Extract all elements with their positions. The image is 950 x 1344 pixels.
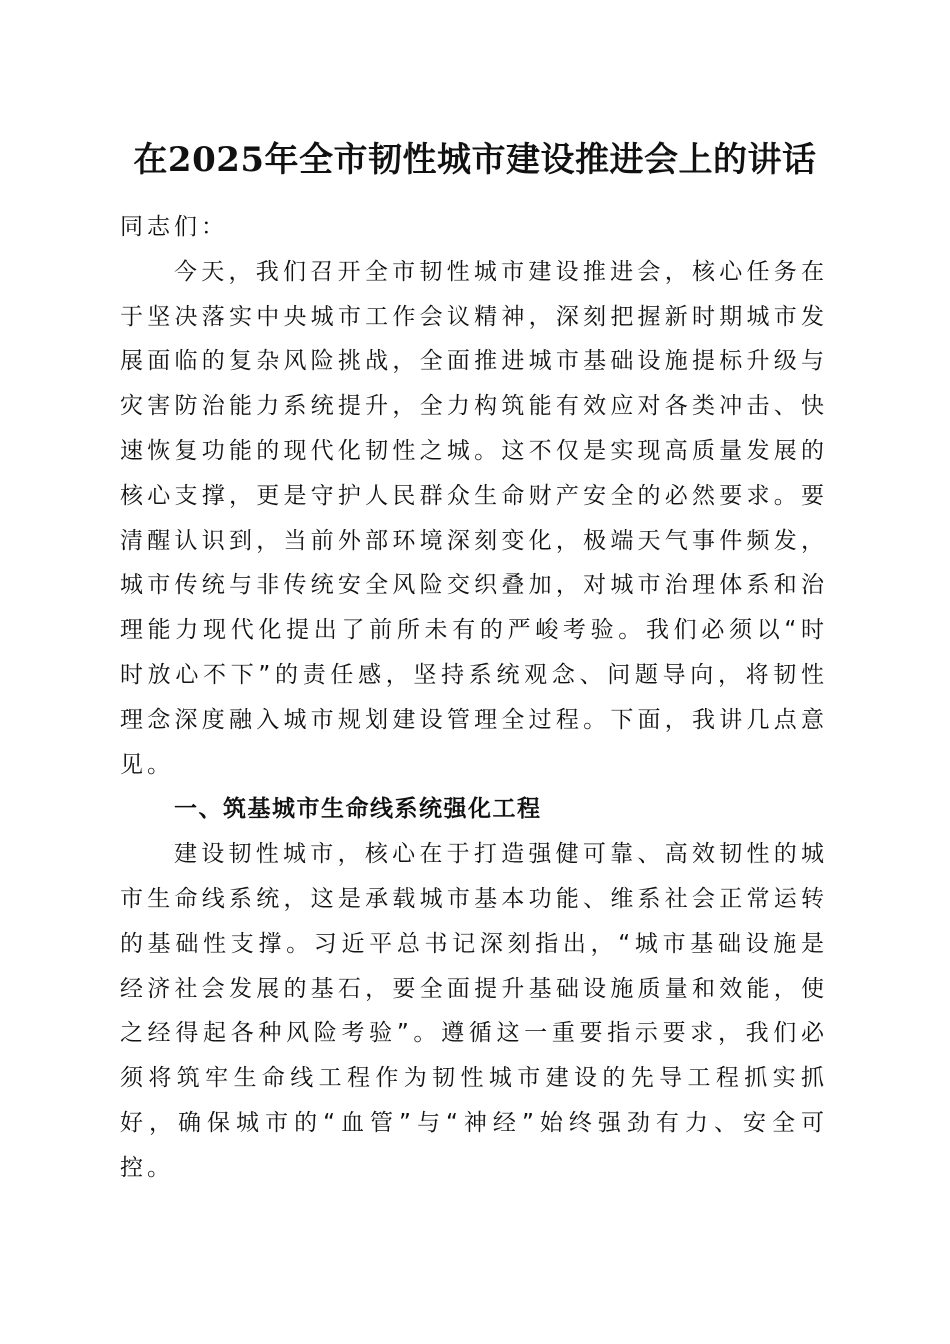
document-body: [120, 205, 828, 1191]
salutation: 同志们：: [120, 214, 228, 240]
section-heading: 一、筑基城市生命线系统强化工程: [174, 796, 542, 823]
section-paragraph: 建设韧性城市，核心在于打造强健可靠、高效韧性的城市生命线系统，这是承载城市基本功能、维系社会正常运转的基础性支撑。习近平总书记深刻指出，“城市基础设施是经济社会发展的基石，要全面提升基础设施质量和效能，使之经得起各种风险考验”。遵循这一重要指示要求，我们必须将筑牢生命线工程作为韧性城市建设的先导工程抓实抓好，确保城市的“血管”与“神经”始终强劲有力、安全可控。: [120, 841, 828, 1181]
document-title: 在2025年全市韧性城市建设推进会上的讲话: [133, 140, 817, 180]
intro-paragraph: 今天，我们召开全市韧性城市建设推进会，核心任务在于坚决落实中央城市工作会议精神，深刻把握新时期城市发展面临的复杂风险挑战，全面推进城市基础设施提标升级与灾害防治能力系统提升，全力构筑能有效应对各类冲击、快速恢复功能的现代化韧性之城。这不仅是实现高质量发展的核心支撑，更是守护人民群众生命财产安全的必然要求。要清醒认识到，当前外部环境深刻变化，极端天气事件频发，城市传统与非传统安全风险交织叠加，对城市治理体系和治理能力现代化提出了前所未有的严峻考验。我们必须以“时时放心不下”的责任感，坚持系统观念、问题导向，将韧性理念深度融入城市规划建设管理全过程。下面，我讲几点意见。: [120, 258, 828, 778]
